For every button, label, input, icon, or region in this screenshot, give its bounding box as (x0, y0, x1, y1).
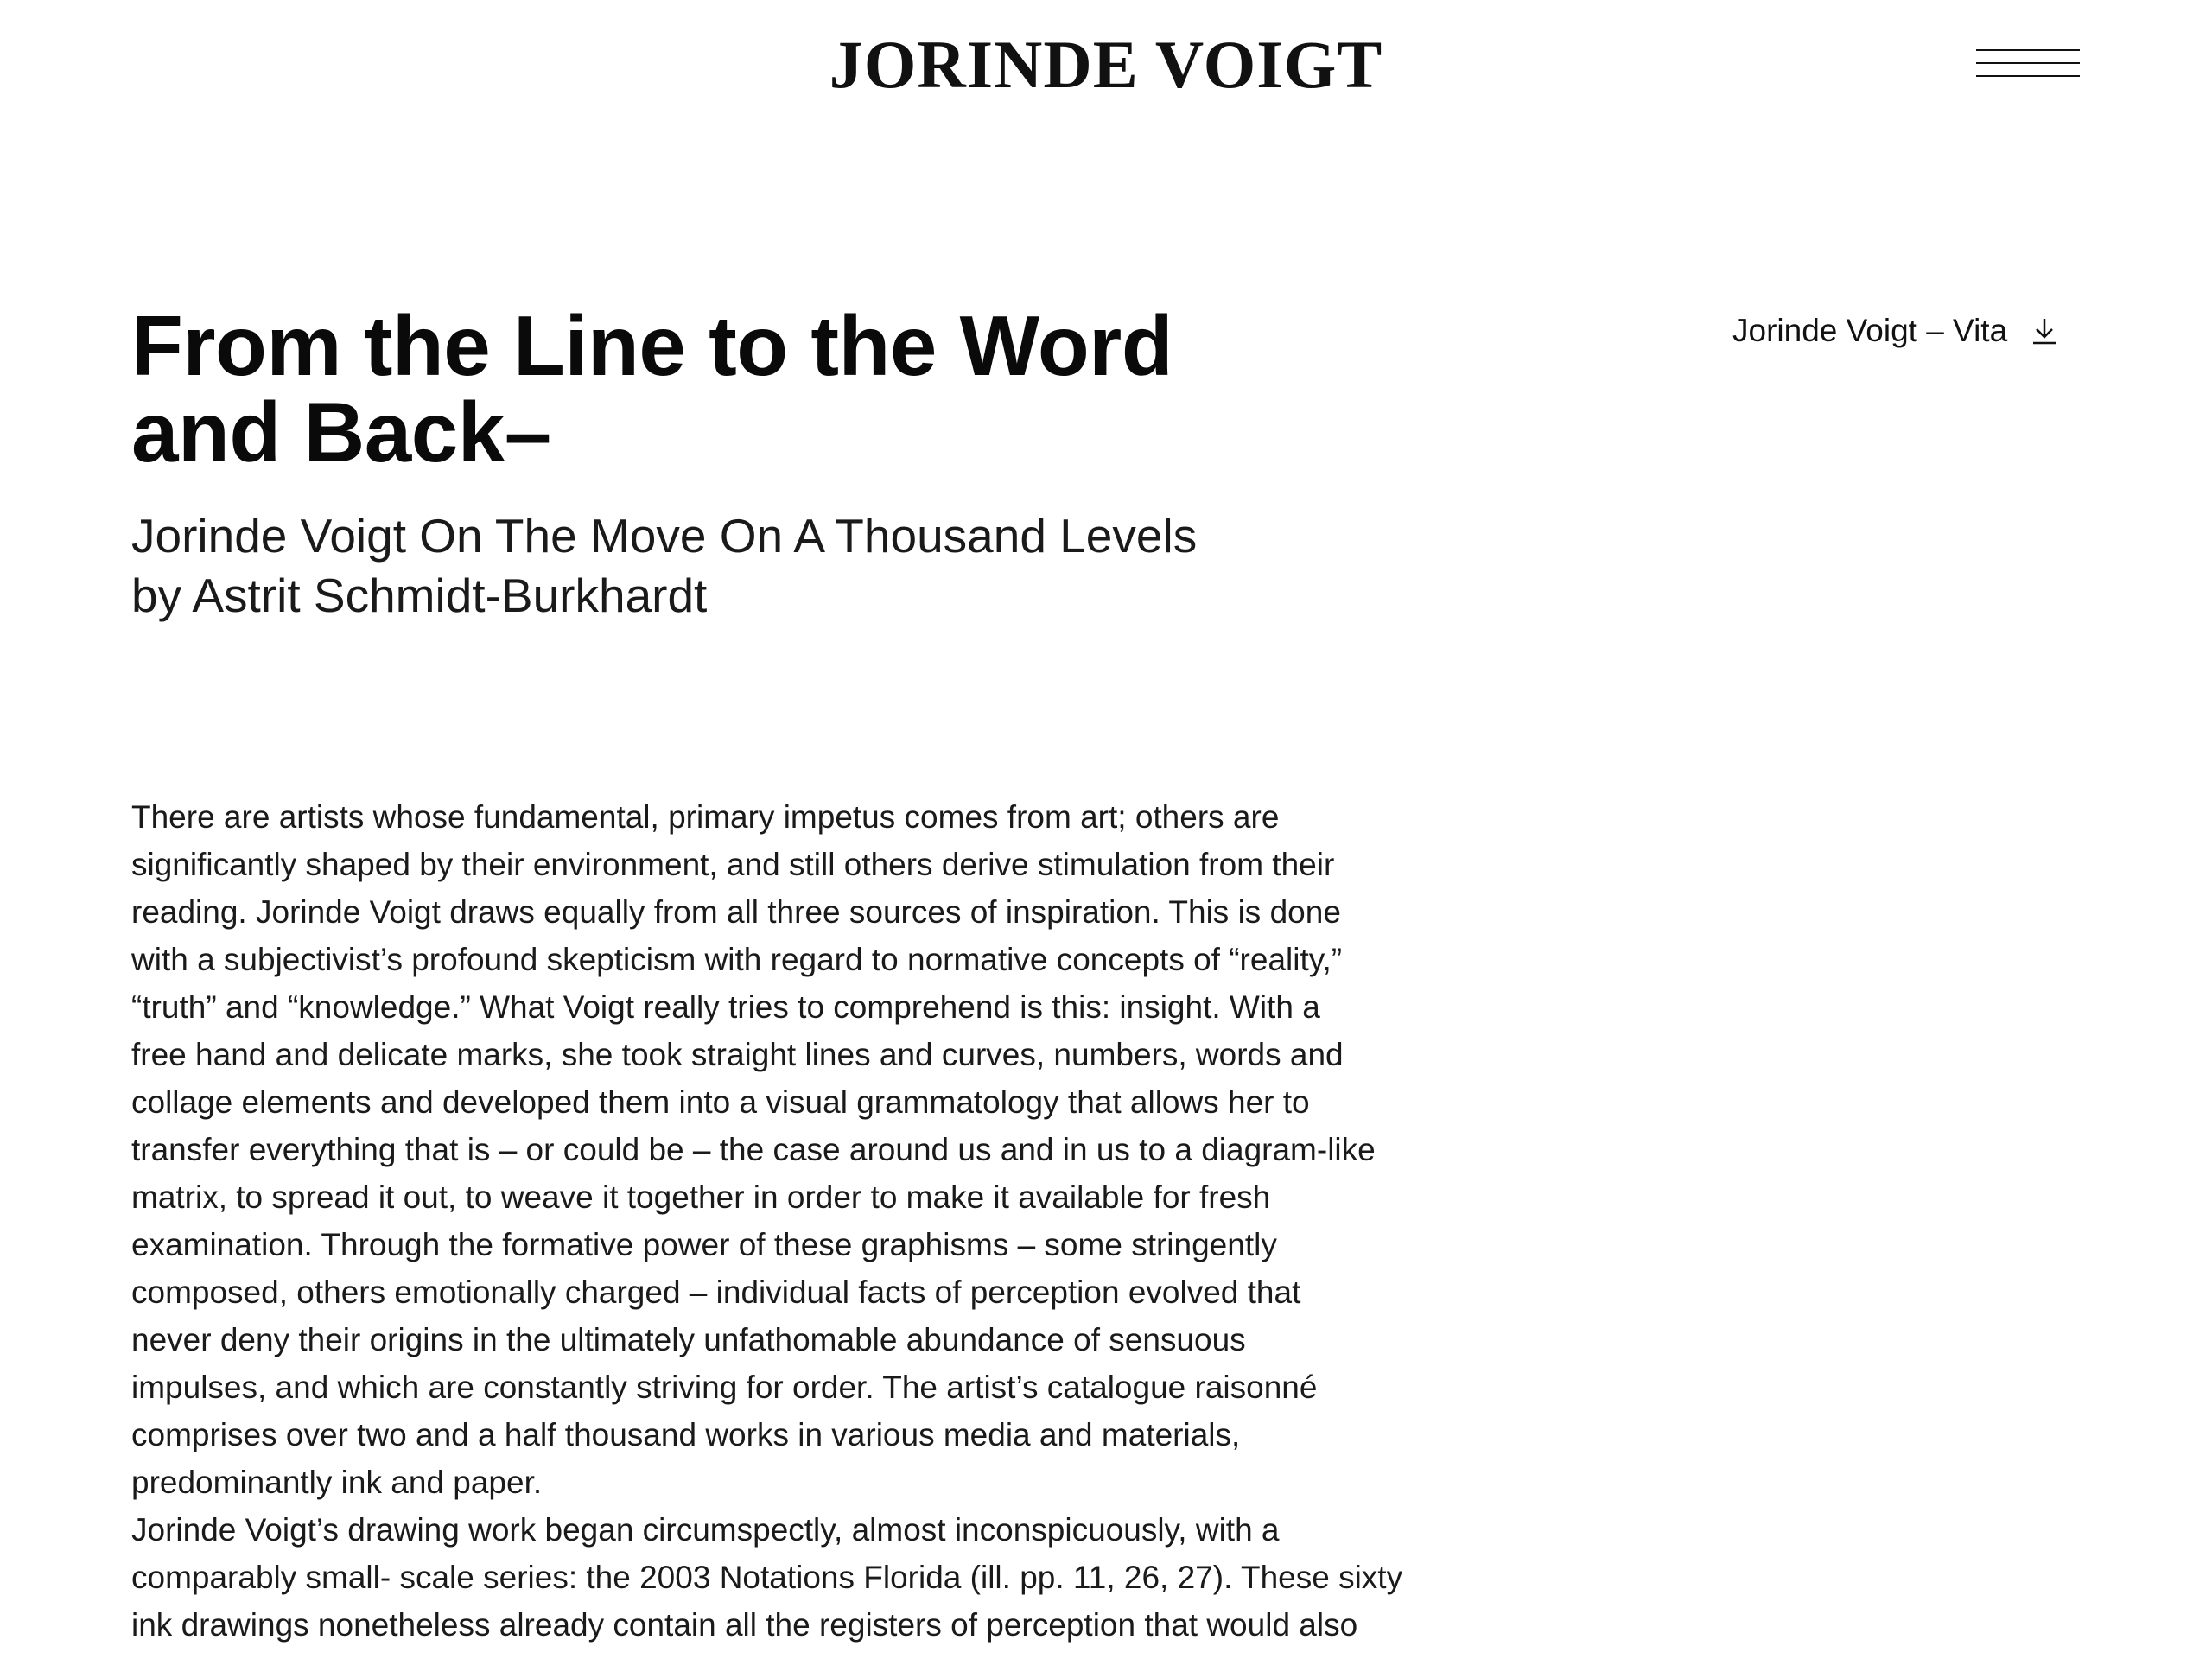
body-line: ink drawings nonetheless already contain all the registers of perception that would also (131, 1607, 1358, 1643)
vita-download-link[interactable] (1732, 313, 2059, 349)
body-line: transfer everything that is – or could be – the case around us and in us to a diagram-like (131, 1132, 1376, 1167)
body-line: significantly shaped by their environment, and still others derive stimulation from their (131, 847, 1335, 882)
site-logo[interactable]: JORINDE VOIGT (829, 27, 1383, 102)
menu-line (1976, 75, 2080, 77)
body-line: comparably small- scale series: the 2003 Notations Florida (ill. pp. 11, 26, 27). These sixty (131, 1560, 1403, 1595)
article-title (131, 298, 1255, 480)
menu-line (1976, 62, 2080, 64)
body-line: impulses, and which are constantly striving for order. The artist’s catalogue raisonné (131, 1370, 1318, 1405)
article-title-line: and Back– (131, 385, 551, 480)
body-line: “truth” and “knowledge.” What Voigt really tries to comprehend is this: insight. With a (131, 989, 1320, 1025)
article-body (131, 793, 1479, 1649)
article-author-line: by Astrit Schmidt-Burkhardt (131, 569, 708, 622)
article-subtitle-line: Jorinde Voigt On The Move On A Thousand Levels (131, 509, 1198, 563)
body-line: predominantly ink and paper. (131, 1465, 543, 1500)
body-line: There are artists whose fundamental, primary impetus comes from art; others are (131, 799, 1280, 835)
menu-line (1976, 49, 2080, 51)
body-line: free hand and delicate marks, she took straight lines and curves, numbers, words and (131, 1037, 1344, 1072)
article-subtitle (131, 506, 1427, 626)
hamburger-menu-icon[interactable] (1976, 45, 2080, 85)
body-line: collage elements and developed them into a visual grammatology that allows her to (131, 1084, 1310, 1120)
body-line: never deny their origins in the ultimately unfathomable abundance of sensuous (131, 1322, 1246, 1357)
vita-link-label: Jorinde Voigt – Vita (1732, 313, 2008, 348)
body-line: reading. Jorinde Voigt draws equally from all three sources of inspiration. This is done (131, 894, 1341, 930)
body-line: matrix, to spread it out, to weave it together in order to make it available for fresh (131, 1179, 1271, 1215)
body-line: examination. Through the formative power of these graphisms – some stringently (131, 1227, 1277, 1262)
body-line: with a subjectivist’s profound skepticism with regard to normative concepts of “reality,” (131, 942, 1343, 977)
body-line: comprises over two and a half thousand works in various media and materials, (131, 1417, 1241, 1452)
body-line: composed, others emotionally charged – individual facts of perception evolved that (131, 1274, 1301, 1310)
download-icon (2030, 316, 2059, 346)
article-title-line: From the Line to the Word (131, 298, 1173, 393)
body-line: Jorinde Voigt’s drawing work began circumspectly, almost inconspicuously, with a (131, 1512, 1280, 1548)
